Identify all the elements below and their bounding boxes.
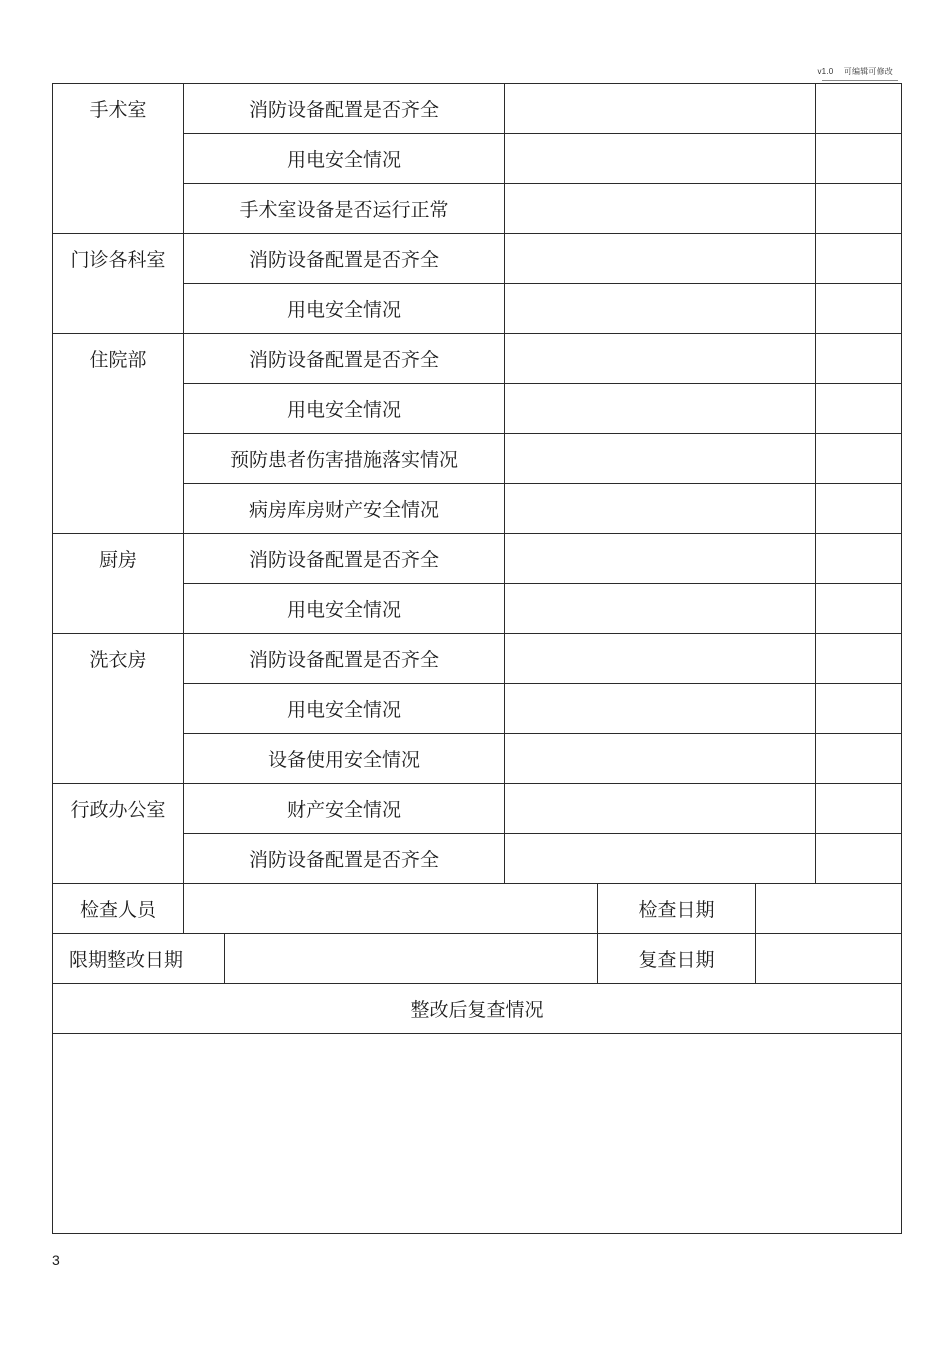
remark-field[interactable]: [816, 134, 902, 184]
result-field[interactable]: [505, 234, 816, 284]
table-row: [53, 234, 902, 284]
header-rule: [822, 80, 898, 81]
area-rows: [53, 84, 902, 884]
check-item: 财产安全情况: [184, 784, 505, 834]
remark-field[interactable]: [816, 634, 902, 684]
area-name: 门诊各科室: [53, 234, 184, 334]
recheck-date-label: 复查日期: [598, 934, 756, 984]
inspector-field[interactable]: [184, 884, 598, 934]
check-item: 消防设备配置是否齐全: [184, 834, 505, 884]
area-name: 住院部: [53, 334, 184, 534]
inspection-table: [52, 83, 902, 1234]
result-field[interactable]: [505, 634, 816, 684]
deadline-row: [53, 934, 902, 984]
table-row: [53, 634, 902, 684]
check-item: 病房库房财产安全情况: [184, 484, 505, 534]
check-item: 预防患者伤害措施落实情况: [184, 434, 505, 484]
result-field[interactable]: [505, 534, 816, 584]
recheck-title-row: [53, 984, 902, 1034]
inspector-label: 检查人员: [53, 884, 184, 934]
remark-field[interactable]: [816, 784, 902, 834]
remark-field[interactable]: [816, 234, 902, 284]
version-label: v1.0: [817, 67, 834, 76]
check-item: 用电安全情况: [184, 284, 505, 334]
recheck-content-field[interactable]: [53, 1034, 902, 1234]
version-header: [817, 66, 893, 77]
result-field[interactable]: [505, 184, 816, 234]
check-item: 手术室设备是否运行正常: [184, 184, 505, 234]
remark-field[interactable]: [816, 184, 902, 234]
result-field[interactable]: [505, 384, 816, 434]
inspect-date-label: 检查日期: [598, 884, 756, 934]
remark-field[interactable]: [816, 484, 902, 534]
result-field[interactable]: [505, 834, 816, 884]
remark-field[interactable]: [816, 534, 902, 584]
inspector-row: [53, 884, 902, 934]
result-field[interactable]: [505, 284, 816, 334]
check-item: 用电安全情况: [184, 134, 505, 184]
recheck-content-row: [53, 1034, 902, 1234]
recheck-date-field[interactable]: [756, 934, 902, 984]
result-field[interactable]: [505, 334, 816, 384]
deadline-field[interactable]: [225, 934, 598, 984]
check-item: 用电安全情况: [184, 384, 505, 434]
area-name: 厨房: [53, 534, 184, 634]
footer-rows: [53, 884, 902, 1234]
check-item: 用电安全情况: [184, 684, 505, 734]
remark-field[interactable]: [816, 734, 902, 784]
check-item: 用电安全情况: [184, 584, 505, 634]
result-field[interactable]: [505, 734, 816, 784]
remark-field[interactable]: [816, 584, 902, 634]
remark-field[interactable]: [816, 284, 902, 334]
check-item: 消防设备配置是否齐全: [184, 334, 505, 384]
remark-field[interactable]: [816, 334, 902, 384]
result-field[interactable]: [505, 684, 816, 734]
table-row: [53, 784, 902, 834]
remark-field[interactable]: [816, 84, 902, 134]
check-item: 消防设备配置是否齐全: [184, 534, 505, 584]
recheck-title: 整改后复查情况: [53, 984, 902, 1034]
remark-field[interactable]: [816, 684, 902, 734]
area-name: 行政办公室: [53, 784, 184, 884]
table-row: [53, 534, 902, 584]
editable-note: 可编辑可修改: [843, 67, 893, 76]
result-field[interactable]: [505, 784, 816, 834]
result-field[interactable]: [505, 484, 816, 534]
check-item: 消防设备配置是否齐全: [184, 634, 505, 684]
check-item: 消防设备配置是否齐全: [184, 234, 505, 284]
inspect-date-field[interactable]: [756, 884, 902, 934]
area-name: 洗衣房: [53, 634, 184, 784]
result-field[interactable]: [505, 584, 816, 634]
remark-field[interactable]: [816, 434, 902, 484]
page-number: 3: [52, 1252, 60, 1268]
table-row: [53, 334, 902, 384]
remark-field[interactable]: [816, 834, 902, 884]
table-row: [53, 84, 902, 134]
deadline-label: 限期整改日期: [53, 934, 225, 984]
result-field[interactable]: [505, 84, 816, 134]
area-name: 手术室: [53, 84, 184, 234]
check-item: 设备使用安全情况: [184, 734, 505, 784]
result-field[interactable]: [505, 434, 816, 484]
result-field[interactable]: [505, 134, 816, 184]
check-item: 消防设备配置是否齐全: [184, 84, 505, 134]
remark-field[interactable]: [816, 384, 902, 434]
